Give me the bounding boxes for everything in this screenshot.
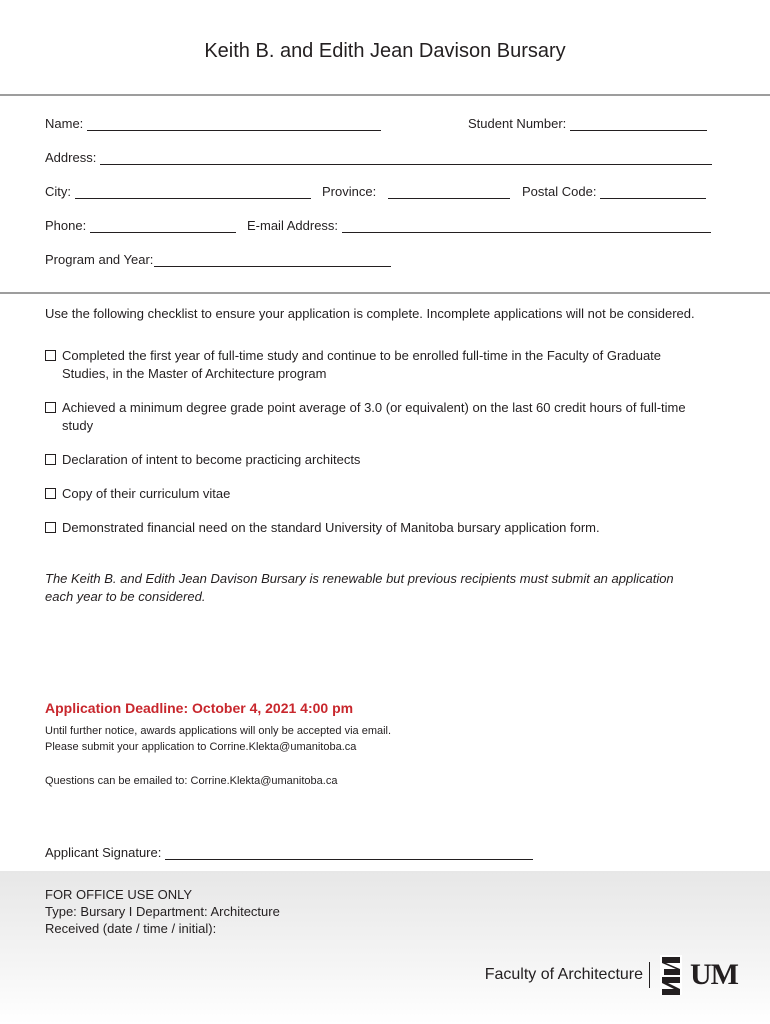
office-received-line: Received (date / time / initial): xyxy=(45,921,217,936)
checkbox[interactable] xyxy=(45,402,56,413)
office-use-text xyxy=(45,886,280,937)
postal-code-label: Postal Code: xyxy=(522,184,597,199)
application-deadline: Application Deadline: October 4, 2021 4:00 pm xyxy=(45,700,354,716)
checklist-item-text: Achieved a minimum degree grade point average of 3.0 (or equivalent) on the last 60 credit hours of full-time study xyxy=(62,400,686,433)
divider xyxy=(0,292,770,294)
um-wordmark: UM xyxy=(690,958,738,991)
name-line[interactable] xyxy=(87,118,381,131)
checkbox[interactable] xyxy=(45,454,56,465)
checklist-item xyxy=(45,347,745,383)
submission-email-note: Please submit your application to Corrine.Klekta@umanitoba.ca xyxy=(45,741,357,753)
name-field[interactable] xyxy=(45,116,381,131)
signature-field[interactable] xyxy=(45,845,533,860)
checklist-item-text: Completed the first year of full-time study and continue to be enrolled full-time in the Faculty of Graduate Studies, in the Master of Architecture program xyxy=(62,348,662,381)
faculty-name: Faculty of Architecture xyxy=(484,966,644,983)
city-label: City: xyxy=(45,184,71,199)
postal-code-line[interactable] xyxy=(600,186,706,199)
province-field[interactable] xyxy=(322,184,510,199)
student-number-line[interactable] xyxy=(570,118,707,131)
program-year-field[interactable] xyxy=(45,252,391,267)
logo-divider xyxy=(649,962,650,988)
phone-label: Phone: xyxy=(45,218,87,233)
city-field[interactable] xyxy=(45,184,311,199)
submission-note: Until further notice, awards applications will only be accepted via email. xyxy=(45,725,392,737)
page-title: Keith B. and Edith Jean Davison Bursary xyxy=(204,40,566,62)
bison-crest-icon xyxy=(658,953,684,997)
checkbox[interactable] xyxy=(45,522,56,533)
name-label: Name: xyxy=(45,116,84,131)
student-number-label: Student Number: xyxy=(468,116,567,131)
checkbox[interactable] xyxy=(45,488,56,499)
program-year-label: Program and Year: xyxy=(45,252,154,267)
signature-label: Applicant Signature: xyxy=(45,845,162,860)
address-line[interactable] xyxy=(100,152,712,165)
email-label: E-mail Address: xyxy=(247,218,339,233)
program-year-line[interactable] xyxy=(154,254,391,267)
checklist-item xyxy=(45,399,745,435)
city-line[interactable] xyxy=(75,186,311,199)
email-field[interactable] xyxy=(247,218,711,233)
email-line[interactable] xyxy=(342,220,711,233)
phone-line[interactable] xyxy=(90,220,236,233)
checklist-item-text: Copy of their curriculum vitae xyxy=(62,486,231,501)
questions-note: Questions can be emailed to: Corrine.Klekta@umanitoba.ca xyxy=(45,775,338,787)
checklist-item xyxy=(45,519,745,537)
address-field[interactable] xyxy=(45,150,712,165)
office-use-heading: FOR OFFICE USE ONLY xyxy=(45,887,193,902)
address-label: Address: xyxy=(45,150,97,165)
checkbox[interactable] xyxy=(45,350,56,361)
checklist-intro: Use the following checklist to ensure your application is complete. Incomplete applications will not be considered. xyxy=(45,306,695,321)
checklist-item xyxy=(45,485,745,503)
signature-line[interactable] xyxy=(165,847,533,860)
student-number-field[interactable] xyxy=(468,116,707,131)
province-line[interactable] xyxy=(388,186,510,199)
office-use-section xyxy=(0,871,770,1024)
renewal-note: The Keith B. and Edith Jean Davison Bursary is renewable but previous recipients must submit an application each year to be considered. xyxy=(45,571,674,604)
phone-field[interactable] xyxy=(45,218,236,233)
checklist-item-text: Declaration of intent to become practicing architects xyxy=(62,452,361,467)
province-label: Province: xyxy=(322,184,377,199)
faculty-logo xyxy=(485,953,738,997)
postal-code-field[interactable] xyxy=(522,184,706,199)
checklist-item xyxy=(45,451,745,469)
divider xyxy=(0,94,770,96)
checklist-item-text: Demonstrated financial need on the standard University of Manitoba bursary application form. xyxy=(62,520,600,535)
office-type-line: Type: Bursary I Department: Architecture xyxy=(45,904,280,919)
